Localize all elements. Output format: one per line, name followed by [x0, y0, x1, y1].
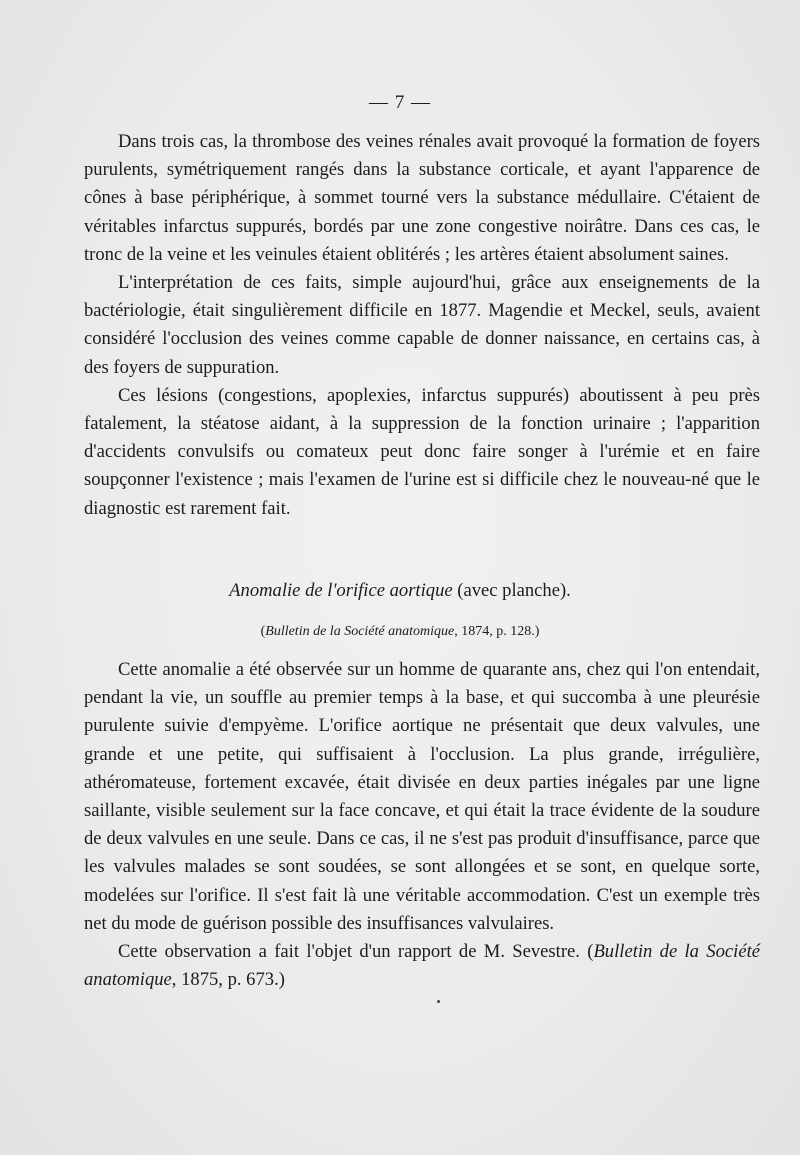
observation-start: Cette observation a fait l'objet d'un rapport de M. Sevestre. (: [118, 941, 594, 963]
section-title-rest: (avec planche).: [452, 580, 571, 601]
section-reference: [0, 624, 800, 640]
reference-details: , 1874, p. 128.): [454, 624, 540, 639]
reference-journal: Bulletin de la Société anatomique: [265, 624, 455, 639]
section-title-italic: Anomalie de l'orifice aortique: [229, 580, 453, 601]
reference-open-paren: (: [260, 624, 266, 639]
text-block-1: [84, 128, 760, 523]
text-block-2: [84, 656, 760, 994]
page-number: — 7 —: [369, 92, 431, 113]
paragraph-interpretation: L'interprétation de ces faits, simple aujourd'hui, grâce aux enseignements de la bactériologie, était singulièrement difficile en 1877. Magendie et Meckel, seuls, avaient considéré l'occlusion des veines comme capable de donner naissance, en certains cas, à des foyers de suppuration.: [84, 272, 760, 378]
section-heading: [0, 580, 800, 602]
paragraph-anomalie: Cette anomalie a été observée sur un homme de quarante ans, chez qui l'on entendait, pendant la vie, un souffle au premier temps à la base, et qui succomba à une pleurésie purulente suivie d'empyème. L'orifice aortique ne présentait que deux valvules, une grande et une petite, qui suffisaient à l'occlusion. La plus grande, irrégulière, athéromateuse, fortement excavée, était divisée en deux parties inégales par une ligne saillante, visible seulement sur la face concave, et qui était la trace évidente de la soudure de deux valvules en une seule. Dans ce cas, il ne s'est pas produit d'insuffisance, parce que les valvules malades se sont soudées, se sont allongées et se sont, en quelque sorte, modelées sur l'orifice. Il s'est fait là une véritable accommodation. C'est un exemple très net du mode de guérison possible des insuffisances valvulaires.: [84, 659, 760, 934]
observation-end: , 1875, p. 673.): [171, 969, 285, 991]
paragraph-lesions: Ces lésions (congestions, apoplexies, infarctus suppurés) aboutissent à peu près fatalement, la stéatose aidant, à la suppression de la fonction urinaire ; l'apparition d'accidents convulsifs ou comateux peut donc faire songer à l'urémie et en faire soupçonner l'existence ; mais l'examen de l'urine est si difficile chez le nouveau-né que le diagnostic est rarement fait.: [84, 384, 760, 519]
paragraph-observation: [84, 938, 760, 994]
paragraph-thrombose: Dans trois cas, la thrombose des veines rénales avait provoqué la formation de foyers purulents, symétriquement rangés dans la substance corticale, et ayant l'apparence de cônes à base périphérique, à sommet tourné vers la substance médullaire. C'étaient de véritables infarctus suppurés, bordés par une zone congestive noirâtre. Dans ces cas, le tronc de la veine et les veinules étaient oblitérés ; les artères étaient absolument saines.: [84, 131, 760, 265]
observation-journal: Bulletin de la Société anatomique: [84, 941, 760, 991]
ink-speck: [437, 1000, 440, 1003]
